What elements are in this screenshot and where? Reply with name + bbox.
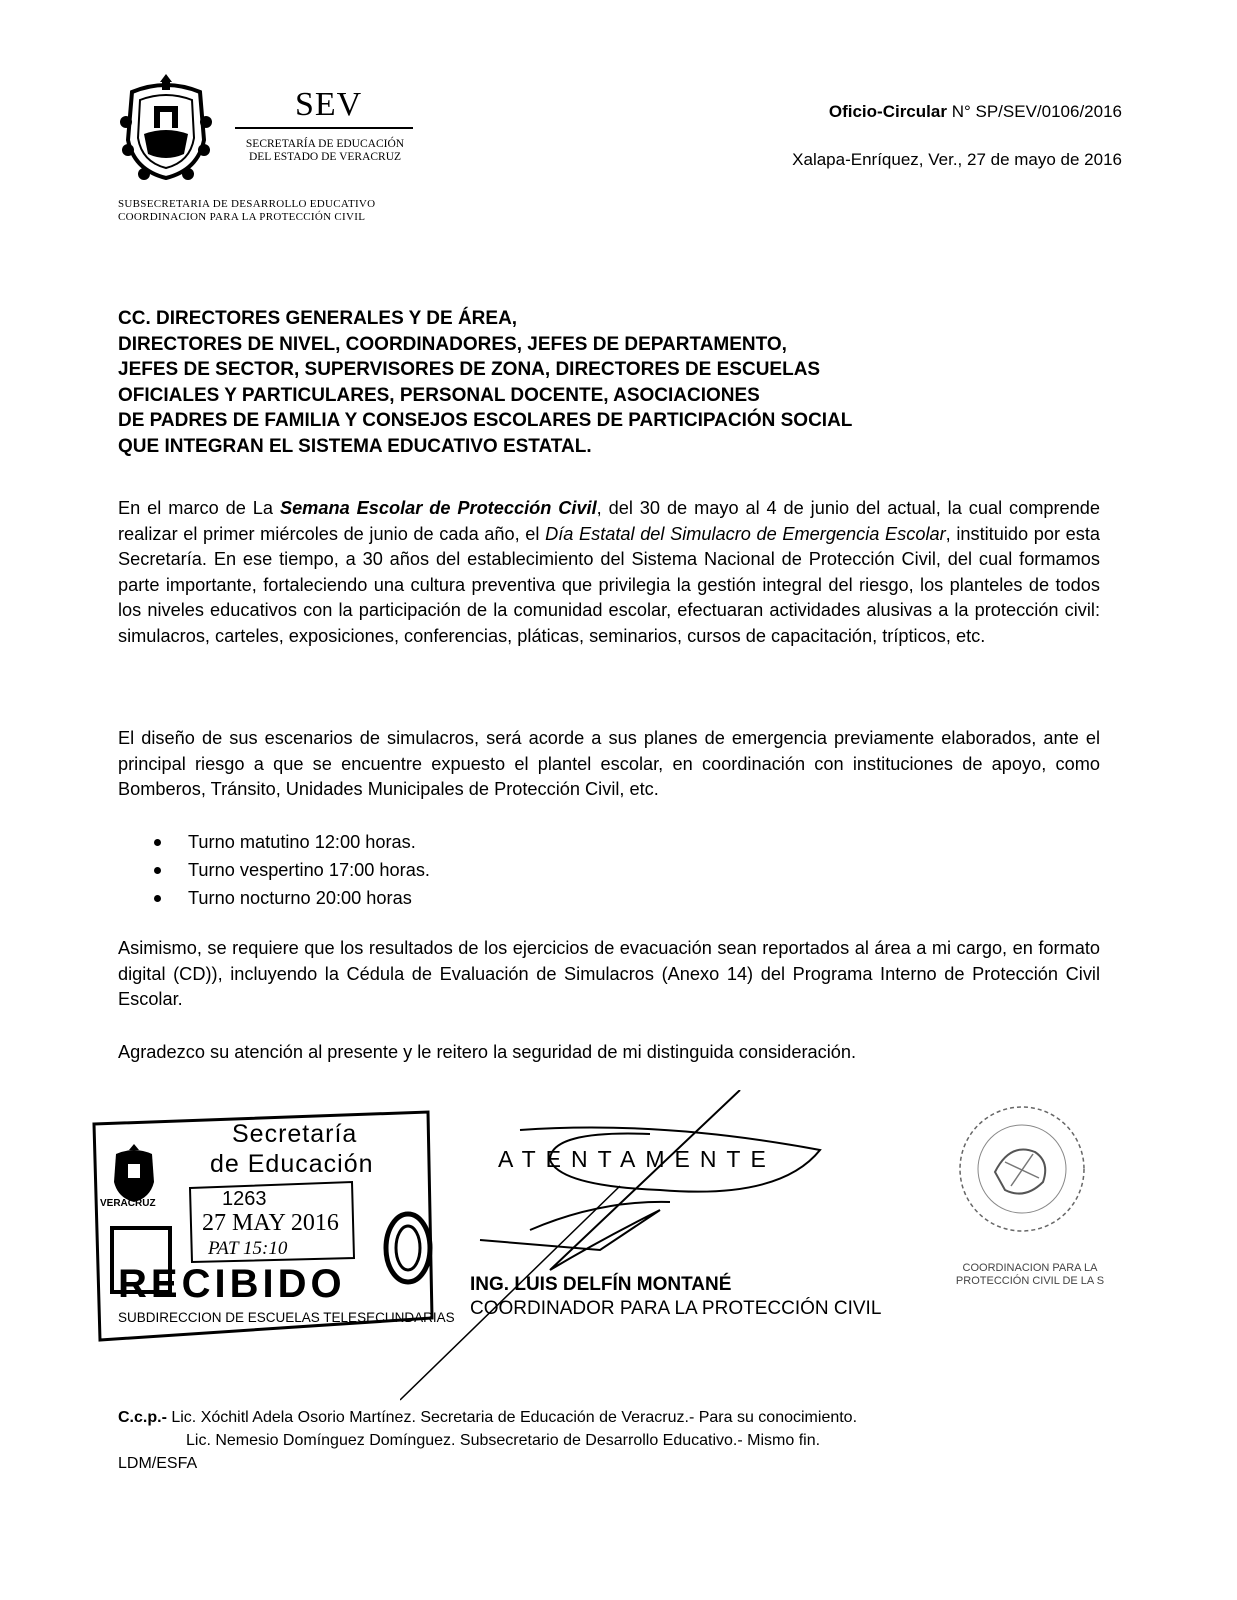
paragraph-results: Asimismo, se requiere que los resultados de los ejercicios de evacuación sean reportados al área a mi cargo, en formato digital (CD)), incluyendo la Cédula de Evaluación de Simulacros (Anexo 14) del Programa Interno de Protección Civil Escolar. — [118, 938, 1100, 1009]
list-item: Turno nocturno 20:00 horas — [150, 884, 430, 912]
recipient-line: DE PADRES DE FAMILIA Y CONSEJOS ESCOLARES DE PARTICIPACIÓN SOCIAL — [118, 410, 853, 431]
ccp-label: C.c.p.- — [118, 1409, 167, 1426]
list-item: Turno vespertino 17:00 horas. — [150, 856, 430, 884]
seal-caption-line1: COORDINACION PARA LA — [962, 1262, 1098, 1274]
veracruz-crest-logo — [118, 70, 214, 182]
place-date: Xalapa-Enríquez, Ver., 27 de mayo de 2016 — [792, 150, 1122, 169]
p1-italic-event: Día Estatal del Simulacro de Emergencia Escolar — [545, 523, 946, 544]
ccp-initials: LDM/ESFA — [118, 1455, 198, 1472]
oficio-code: N° SP/SEV/0106/2016 — [951, 102, 1122, 121]
stamp-division: SUBDIRECCION DE ESCUELAS TELESECUNDARIAS — [118, 1310, 455, 1325]
org-name-line2: DEL ESTADO DE VERACRUZ — [248, 151, 402, 163]
stamp-date: 27 MAY 2016 — [202, 1210, 339, 1236]
stamp-handwritten-number: 1263 — [222, 1188, 267, 1210]
org-name-line1: SECRETARÍA DE EDUCACIÓN — [245, 138, 405, 150]
stamp-handwritten-note: PAT 15:10 — [208, 1238, 288, 1259]
closing-word: ATENTAMENTE — [498, 1146, 776, 1172]
list-item: Turno matutino 12:00 horas. — [150, 828, 430, 856]
header-rule — [235, 127, 413, 129]
seal-caption — [935, 1262, 1125, 1288]
handwritten-signature — [400, 1090, 840, 1410]
recipient-line: CC. DIRECTORES GENERALES Y DE ÁREA, — [118, 308, 518, 329]
sub-line1: SUBSECRETARIA DE DESARROLLO EDUCATIVO — [118, 198, 376, 210]
p1-text-a: En el marco de La — [118, 498, 280, 518]
signer-title: COORDINADOR PARA LA PROTECCIÓN CIVIL — [470, 1298, 882, 1319]
stamp-state: VERACRUZ — [100, 1198, 156, 1209]
stamp-line2: de Educación — [210, 1150, 374, 1178]
recipients-block — [118, 306, 1018, 459]
stamp-received: RECIBIDO — [118, 1262, 346, 1306]
paragraph-design: El diseño de sus escenarios de simulacros, será acorde a sus planes de emergencia previamente elaborados, ante el principal riesgo a que se encuentre expuesto el plantel escolar, en coordinación con instituciones de apoyo, como Bomberos, Tránsito, Unidades Municipales de Protección Civil, etc. — [118, 728, 1100, 799]
schedule-list — [150, 828, 430, 912]
oficio-label: Oficio-Circular — [828, 102, 947, 121]
sub-line2: COORDINACION PARA LA PROTECCIÓN CIVIL — [118, 211, 366, 223]
org-name — [235, 138, 415, 164]
oficio-number — [829, 102, 1122, 122]
ccp-line: Lic. Xóchitl Adela Osorio Martínez. Secretaria de Educación de Veracruz.- Para su conocimiento. — [171, 1409, 858, 1426]
copies-block — [118, 1406, 857, 1475]
stamp-line1: Secretaría — [232, 1120, 358, 1148]
sub-department — [118, 198, 375, 224]
paragraph-intro — [118, 496, 1100, 649]
p1-text-b: , del 30 de mayo al 4 de junio del actual, la cual comprende realizar el primer miércoles de junio de cada año, el — [118, 498, 1101, 544]
paragraph-closing: Agradezco su atención al presente y le reitero la seguridad de mi distinguida consideración. — [118, 1042, 857, 1062]
ccp-line: Lic. Nemesio Domínguez Domínguez. Subsecretario de Desarrollo Educativo.- Mismo fin. — [186, 1432, 821, 1449]
signer-name: ING. LUIS DELFÍN MONTANÉ — [470, 1274, 732, 1295]
recipient-line: JEFES DE SECTOR, SUPERVISORES DE ZONA, DIRECTORES DE ESCUELAS — [118, 359, 821, 380]
seal-caption-line2: PROTECCIÓN CIVIL DE LA S — [955, 1275, 1105, 1287]
p1-text-c: , instituido por esta Secretaría. En ese tiempo, a 30 años del establecimiento del Sistema Nacional de Protección Civil, del cual formamos parte importante, fortaleciendo una cultura preventiva que privilegia la gestión integral del riesgo, los planteles de todos los niveles educativos con la participación de la comunidad escolar, efectuaran actividades alusivas a la protección civil: simulacros, carteles, exposiciones, conferencias, pláticas, seminarios, cursos de capacitación, trípticos, etc. — [118, 523, 1100, 646]
org-acronym: SEV — [295, 86, 363, 123]
recipient-line: DIRECTORES DE NIVEL, COORDINADORES, JEFES DE DEPARTAMENTO, — [118, 333, 787, 355]
federal-seal — [955, 1102, 1090, 1237]
p1-bold-event: Semana Escolar de Protección Civil — [279, 498, 597, 518]
recipient-line: QUE INTEGRAN EL SISTEMA EDUCATIVO ESTATAL. — [118, 435, 592, 457]
recipient-line: OFICIALES Y PARTICULARES, PERSONAL DOCENTE, ASOCIACIONES — [118, 384, 760, 406]
